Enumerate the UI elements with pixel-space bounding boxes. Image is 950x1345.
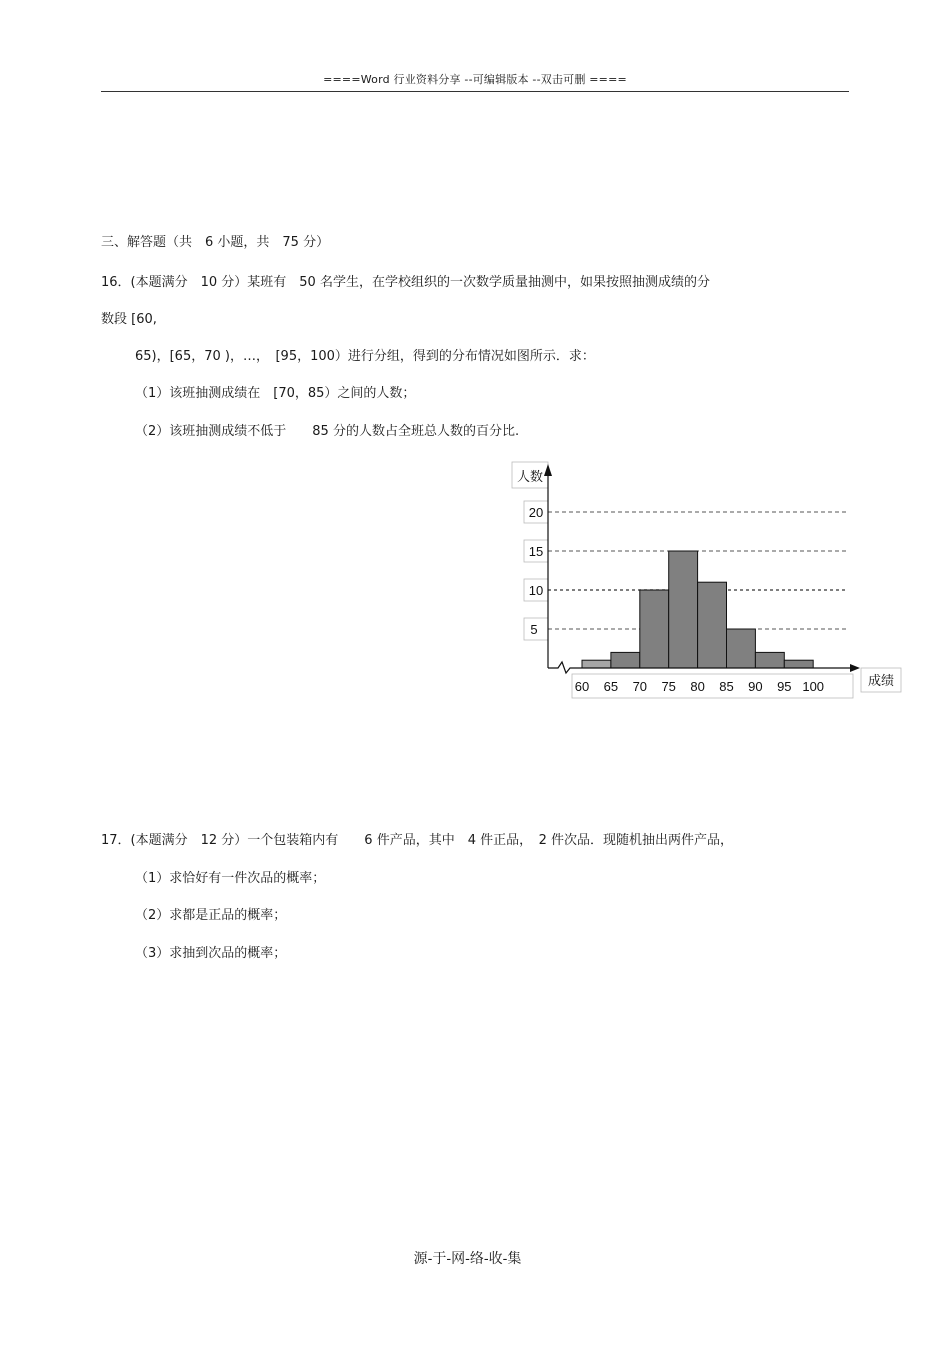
header-divider [101, 91, 849, 92]
bar-[85,90) [727, 629, 756, 668]
histogram-chart [500, 460, 910, 710]
q16-text-line2: 数段 [60, [101, 312, 157, 327]
bar-[75,80) [669, 551, 698, 668]
bar-[70,75) [640, 590, 669, 668]
q17-text-line1: 17．(本题满分 12 分）一个包装箱内有 6 件产品，其中 4 件正品， 2 件次品．现随机抽出两件产品， [101, 833, 733, 848]
x-tick-label-100: 100 [802, 679, 825, 694]
q17-part3: （3）求抽到次品的概率； [135, 946, 287, 961]
q17-part2: （2）求都是正品的概率； [135, 908, 287, 923]
page-header: ====Word 行业资料分享 --可编辑版本 --双击可删 ==== [323, 73, 627, 86]
x-axis-label: 成绩 [867, 673, 895, 688]
q16-part2: （2）该班抽测成绩不低于 85 分的人数占全班总人数的百分比. [135, 424, 520, 439]
x-tick-label-85: 85 [719, 679, 734, 694]
q17-part1: （1）求恰好有一件次品的概率； [135, 871, 326, 886]
bar-[80,85) [698, 582, 727, 668]
y-tick-label-10: 10 [528, 583, 544, 598]
page-footer: 源-于-网-络-收-集 [413, 1251, 522, 1267]
bar-[90,95) [755, 652, 784, 668]
bar-[60,65) [582, 660, 611, 668]
x-tick-label-70: 70 [632, 679, 648, 694]
y-tick-label-5: 5 [530, 622, 538, 637]
x-tick-label-60: 60 [574, 679, 590, 694]
y-axis-label: 人数 [516, 469, 544, 484]
q16-part1: （1）该班抽测成绩在 [70，85）之间的人数； [135, 386, 416, 401]
x-tick-label-65: 65 [603, 679, 619, 694]
section-title: 三、解答题（共 6 小题，共 75 分） [101, 235, 330, 250]
x-tick-label-80: 80 [690, 679, 705, 694]
bar-[65,70) [611, 652, 640, 668]
y-tick-label-20: 20 [528, 505, 544, 520]
x-tick-label-75: 75 [661, 679, 676, 694]
y-tick-label-15: 15 [528, 544, 544, 559]
x-tick-label-90: 90 [748, 679, 763, 694]
bar-[95,100) [784, 660, 813, 668]
x-tick-label-95: 95 [777, 679, 792, 694]
x-axis-arrow [850, 664, 860, 672]
q16-text-line3: 65)，[65，70 )，…， [95，100）进行分组，得到的分布情况如图所示．求： [135, 349, 595, 364]
q16-text-line1: 16．(本题满分 10 分）某班有 50 名学生，在学校组织的一次数学质量抽测中，如果按照抽测成绩的分 [101, 275, 710, 290]
